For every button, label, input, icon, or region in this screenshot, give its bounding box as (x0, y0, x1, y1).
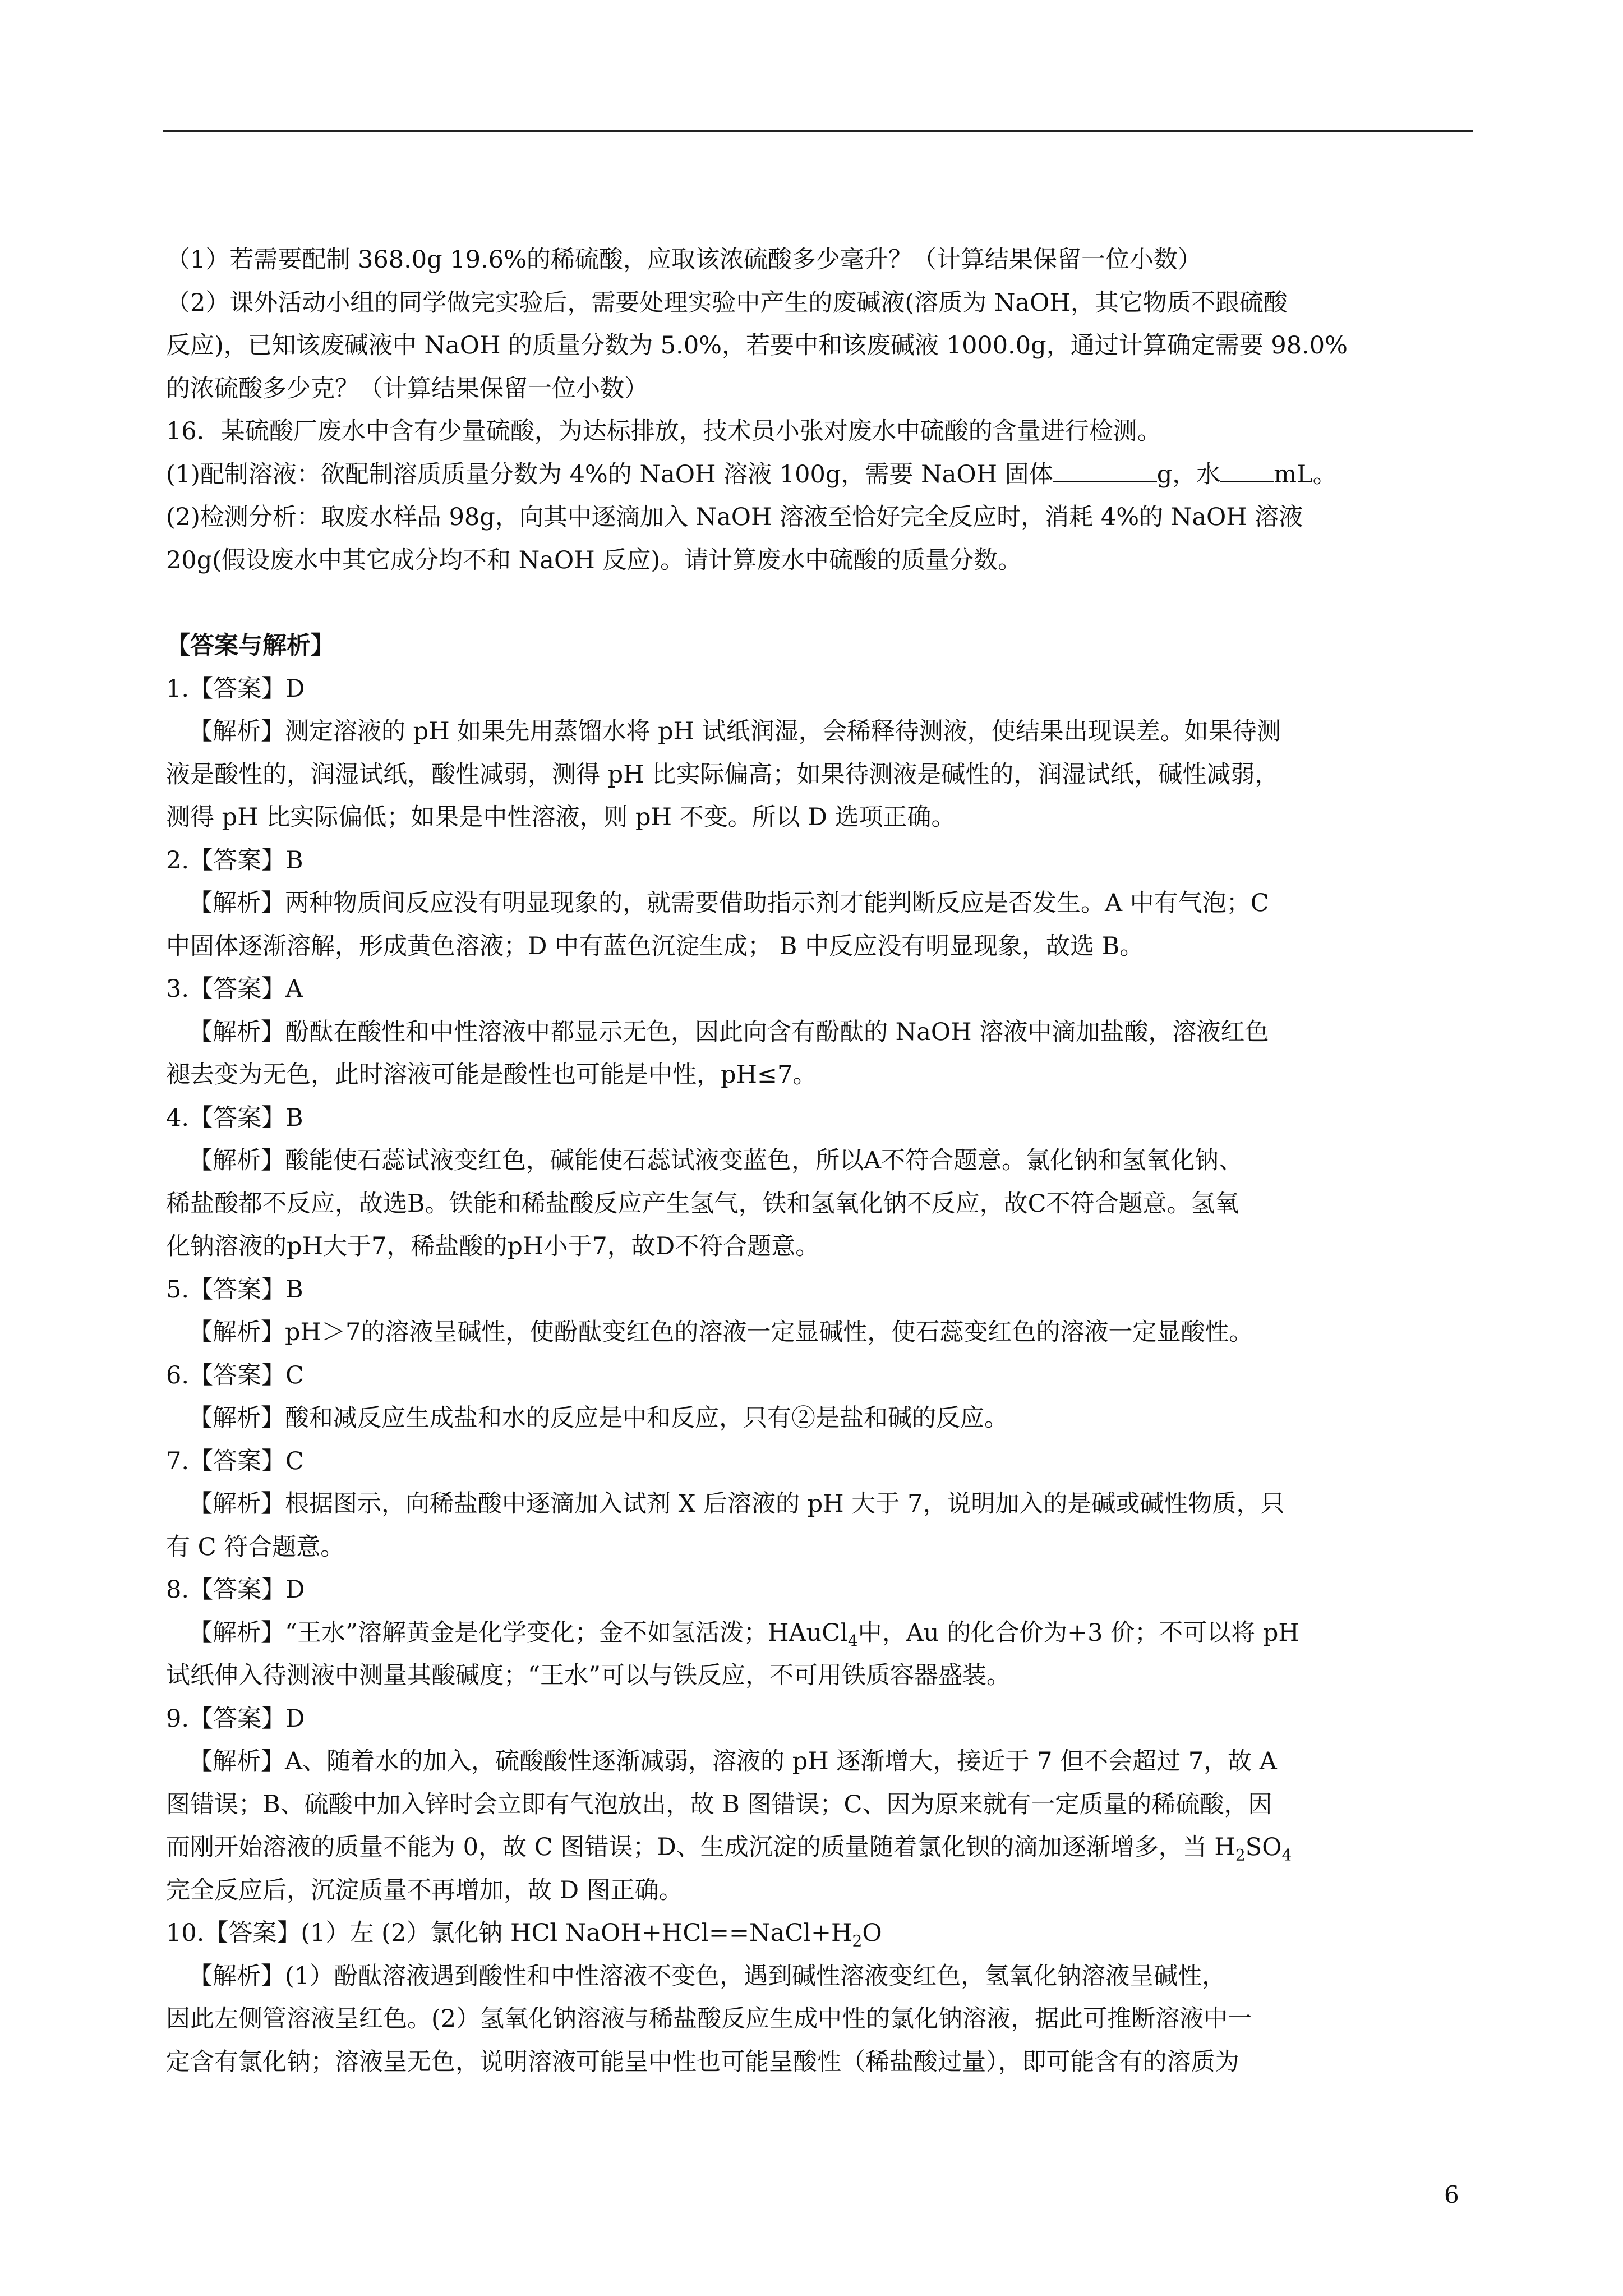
page-number: 6 (1444, 2181, 1459, 2208)
question-16: 16．某硫酸厂废水中含有少量硫酸，为达标排放，技术员小张对废水中硫酸的含量进行检测。 (166, 417, 1161, 445)
answer-line: 2.【答案】B (166, 846, 303, 875)
analysis-line: 稀盐酸都不反应，故选B。铁能和稀盐酸反应产生氢气，铁和氢氧化钠不反应，故C不符合题意。氢氧 (166, 1189, 1239, 1218)
analysis-line: 而刚开始溶液的质量不能为 0，故 C 图错误；D、生成沉淀的质量随着氯化钡的滴加逐渐增多，当 $H_2SO_4$ (166, 1833, 1292, 1865)
text-line: （2）课外活动小组的同学做完实验后，需要处理实验中产生的废碱液(溶质为 NaOH，其它物质不跟硫酸 (166, 288, 1288, 317)
text-line: 的浓硫酸多少克？（计算结果保留一位小数） (166, 374, 648, 403)
analysis-line: 定含有氯化钠；溶液呈无色，说明溶液可能呈中性也可能呈酸性（稀盐酸过量），即可能含有的溶质为 (166, 2047, 1239, 2076)
text-line: （1）若需要配制 368.0g 19.6%的稀硫酸，应取该浓硫酸多少毫升？（计算结果保留一位小数） (166, 246, 1202, 274)
text-line: (2)检测分析：取废水样品 98g，向其中逐滴加入 NaOH 溶液至恰好完全反应时，消耗 4%的 NaOH 溶液 (166, 503, 1303, 531)
answer-blank (1053, 458, 1157, 482)
text-line: 20g(假设废水中其它成分均不和 NaOH 反应)。请计算废水中硫酸的质量分数。 (166, 546, 1022, 574)
answer-line: 1.【答案】D (166, 674, 305, 703)
analysis-line: 【解析】(1）酚酞溶液遇到酸性和中性溶液不变色，遇到碱性溶液变红色，氢氧化钠溶液呈碱性， (188, 1962, 1227, 1990)
answer-line: 4.【答案】B (166, 1103, 303, 1132)
analysis-line: 图错误；B、硫酸中加入锌时会立即有气泡放出，故 B 图错误；C、因为原来就有一定质量的稀硫酸，因 (166, 1790, 1272, 1819)
analysis-line: 【解析】“王水”溶解黄金是化学变化；金不如氢活泼；HAuCl$_4$中，Au 的化合价为+3 价；不可以将 pH (188, 1618, 1299, 1650)
text-line: 反应)，已知该废碱液中 NaOH 的质量分数为 5.0%，若要中和该废碱液 1000.0g，通过计算确定需要 98.0% (166, 332, 1348, 360)
question-16-part1 (166, 453, 1473, 496)
answer-heading: 【答案与解析】 (166, 632, 335, 660)
analysis-line: 【解析】酸能使石蕊试液变红色，碱能使石蕊试液变蓝色，所以A不符合题意。氯化钠和氢氧化钠、 (188, 1147, 1243, 1175)
q16-1-text: (1)配制溶液：欲配制溶质质量分数为 4%的 NaOH 溶液 100g，需要 NaOH 固体 (166, 460, 1053, 489)
analysis-line: 液是酸性的，润湿试纸，酸性减弱，测得 pH 比实际偏高；如果待测液是碱性的，润湿试纸，碱性减弱， (166, 760, 1279, 789)
q16-1-text: g，水 (1156, 460, 1221, 489)
answer-blank (1220, 458, 1274, 482)
analysis-line: 褪去变为无色，此时溶液可能是酸性也可能是中性，pH≤7。 (166, 1061, 817, 1089)
answer-line: 10.【答案】(1）左 (2）氯化钠 HCl $NaOH+HCl==NaCl+H_2O$ (166, 1919, 882, 1950)
answer-line: 8.【答案】D (166, 1576, 305, 1604)
page-content (166, 238, 1473, 2083)
analysis-line: 因此左侧管溶液呈红色。(2）氢氧化钠溶液与稀盐酸反应生成中性的氯化钠溶液，据此可推断溶液中一 (166, 2005, 1252, 2033)
analysis-line: 【解析】根据图示，向稀盐酸中逐滴加入试剂 X 后溶液的 pH 大于 7，说明加入的是碱或碱性物质，只 (188, 1490, 1285, 1518)
analysis-line: 完全反应后，沉淀质量不再增加，故 D 图正确。 (166, 1876, 683, 1904)
answer-line: 7.【答案】C (166, 1447, 304, 1475)
analysis-line: 【解析】酚酞在酸性和中性溶液中都显示无色，因此向含有酚酞的 NaOH 溶液中滴加盐酸，溶液红色 (188, 1018, 1269, 1046)
analysis-line: 【解析】酸和减反应生成盐和水的反应是中和反应，只有②是盐和碱的反应。 (188, 1404, 1008, 1432)
analysis-line: 【解析】测定溶液的 pH 如果先用蒸馏水将 pH 试纸润湿，会稀释待测液，使结果出现误差。如果待测 (188, 717, 1281, 746)
answer-line: 9.【答案】D (166, 1704, 305, 1733)
analysis-line: 试纸伸入待测液中测量其酸碱度；“王水”可以与铁反应，不可用铁质容器盛装。 (166, 1662, 1011, 1690)
header-rule (163, 130, 1473, 132)
answer-line: 6.【答案】C (166, 1361, 304, 1389)
analysis-line: 中固体逐渐溶解，形成黄色溶液；D 中有蓝色沉淀生成； B 中反应没有明显现象，故选 B。 (166, 932, 1144, 960)
answer-line: 5.【答案】B (166, 1275, 303, 1304)
analysis-line: 测得 pH 比实际偏低；如果是中性溶液，则 pH 不变。所以 D 选项正确。 (166, 803, 956, 831)
analysis-line: 【解析】A、随着水的加入，硫酸酸性逐渐减弱，溶液的 pH 逐渐增大，接近于 7 但不会超过 7，故 A (188, 1747, 1277, 1775)
answer-line: 3.【答案】A (166, 975, 303, 1003)
analysis-line: 【解析】两种物质间反应没有明显现象的，就需要借助指示剂才能判断反应是否发生。A 中有气泡；C (188, 889, 1269, 917)
analysis-line: 【解析】pH＞7的溶液呈碱性，使酚酞变红色的溶液一定显碱性，使石蕊变红色的溶液一定显酸性。 (188, 1318, 1253, 1346)
analysis-line: 有 C 符合题意。 (166, 1533, 345, 1561)
analysis-line: 化钠溶液的pH大于7，稀盐酸的pH小于7，故D不符合题意。 (166, 1232, 820, 1260)
q16-1-text: mL。 (1274, 460, 1337, 489)
